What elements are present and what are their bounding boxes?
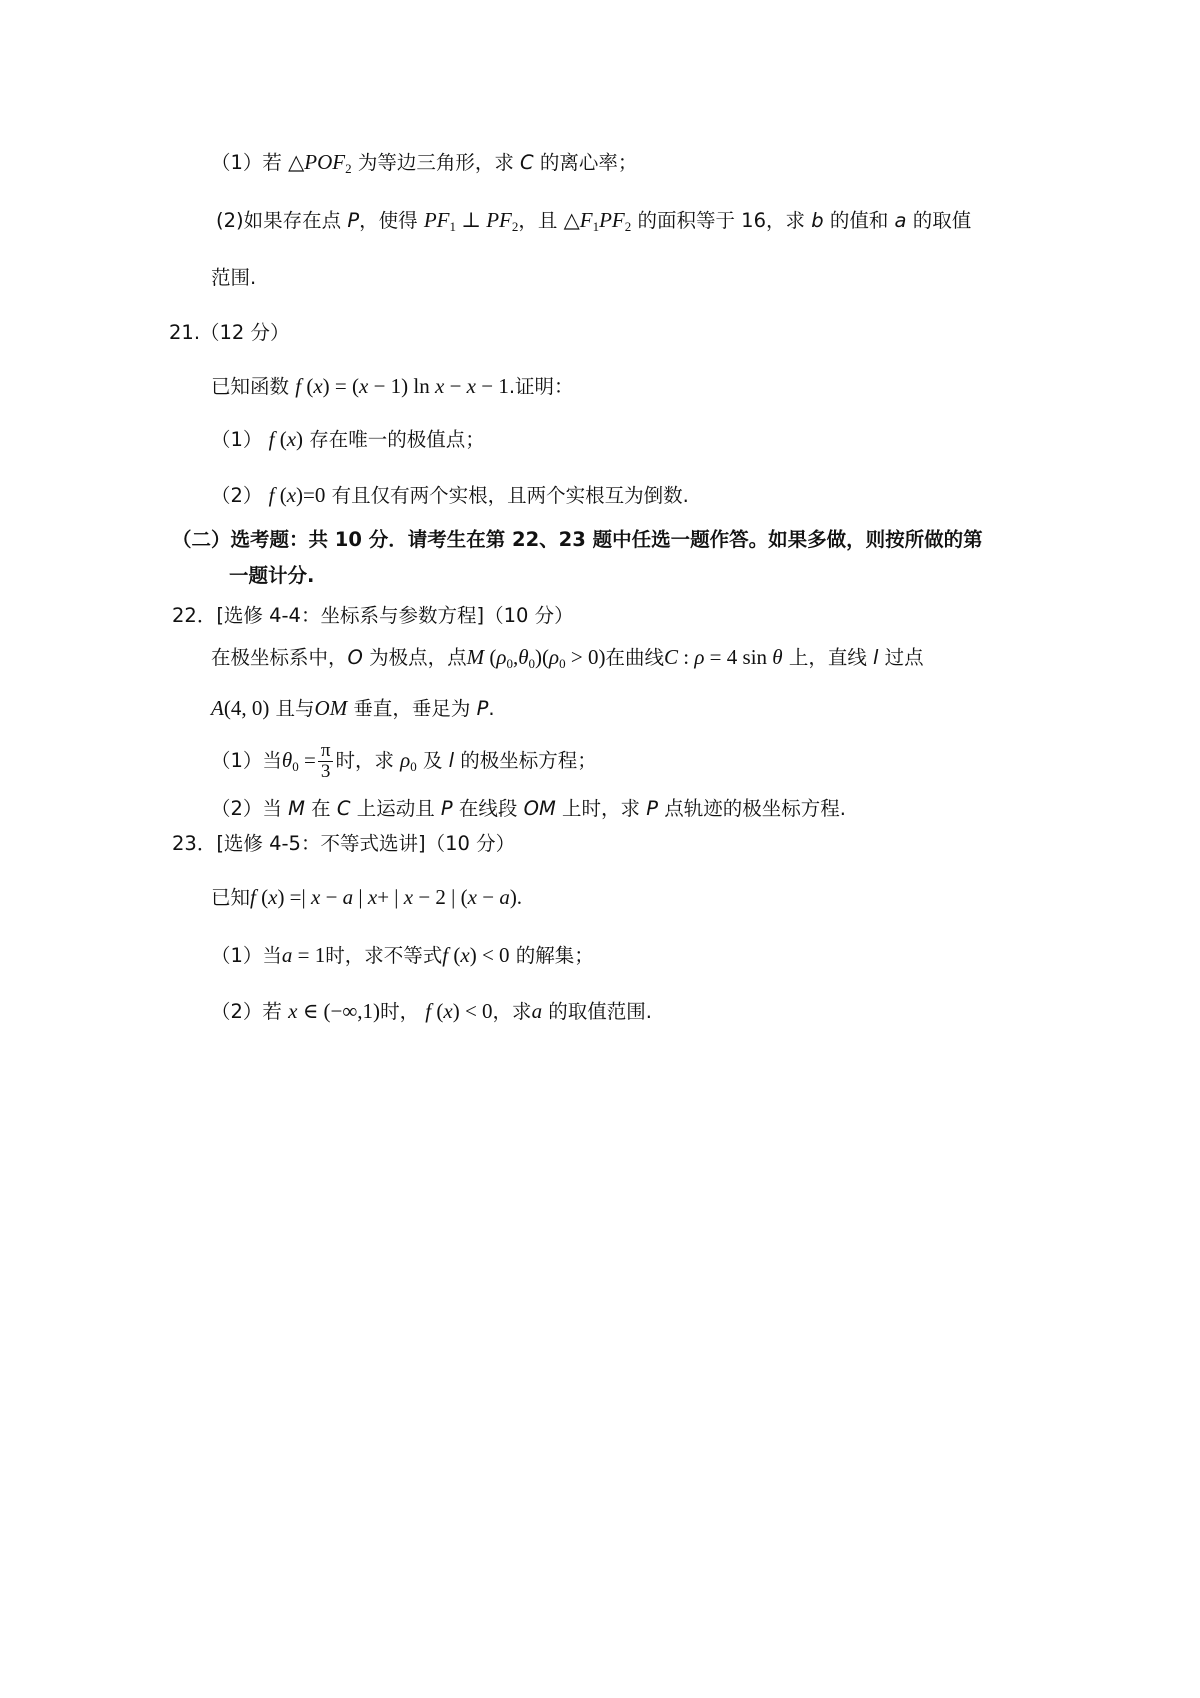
q20-p2-text-g: 的值和: [829, 209, 889, 232]
var-o: O: [347, 646, 363, 669]
q22-s4: 上，直线: [788, 646, 867, 669]
q22-p2-a: 在: [311, 797, 331, 820]
var-l-2: l: [448, 749, 455, 772]
math-fx-def: f (x) = (x − 1) ln x − x − 1: [295, 374, 509, 398]
q20-p1-num: （1）: [211, 151, 263, 174]
var-m: M: [288, 797, 305, 820]
q23-part1: [211, 940, 594, 971]
q22-p2-e: 上时，求: [562, 797, 641, 820]
q23-p2-c: 的取值范围.: [548, 1000, 652, 1023]
math-triangle-f1pf2: $\triangle F_1PF_2$: [563, 208, 632, 234]
q22-s7: 垂直，垂足为: [353, 697, 471, 720]
q21-stem-a: 已知函数: [211, 375, 290, 398]
q22-part2: [211, 794, 846, 824]
section2-heading-line1: （二）选考题：共 10 分．请考生在第 22、23 题中任选一题作答。如果多做，则按所做的第: [172, 528, 983, 551]
q21-p2-num: （2）: [211, 484, 263, 507]
var-c-2: C: [336, 797, 351, 820]
q23-stem-a: 已知: [211, 886, 251, 909]
q21-stem: [211, 371, 574, 402]
q21-p2-text: 有且仅有两个实根，且两个实根互为倒数.: [331, 484, 689, 507]
q21-part1: [211, 424, 485, 455]
q23-p1-num: （1）当: [211, 944, 282, 967]
math-curve-c: C : ρ = 4 sin θ: [663, 645, 783, 669]
q21-p1-text: 存在唯一的极值点；: [309, 428, 485, 451]
q21-stem-b: .证明：: [508, 375, 574, 398]
q22-part1: [211, 735, 597, 786]
q22-header: 22．[选修 4-4：坐标系与参数方程]（10 分）: [172, 604, 574, 627]
q20-p2-text-d: 的面积等于: [637, 209, 735, 232]
math-point-m: M $(\rho_0,\theta_0)(\rho_0 > 0)$: [466, 645, 606, 671]
section2-heading-line2: 一题计分.: [229, 564, 315, 587]
q22-p2-num: （2）当: [211, 797, 282, 820]
math-fx-eq-0: f (x)=0: [268, 483, 326, 507]
q23-p2-b: ，求: [492, 1000, 532, 1023]
q20-p1-text-d: 的离心率；: [539, 151, 638, 174]
q22-p1-c: 的极坐标方程；: [460, 749, 597, 772]
q20-part2: [216, 205, 971, 236]
math-fx-lt-0-2: f (x) < 0: [425, 999, 493, 1023]
q20-p1-text-b: 为等边三角形，求: [357, 151, 514, 174]
var-l: l: [873, 646, 879, 669]
q22-stem-line1: [211, 642, 924, 673]
math-theta0: $\theta_0$ =: [281, 748, 316, 774]
fraction-denominator: 3: [320, 761, 331, 782]
math-point-a: A(4, 0): [211, 696, 270, 720]
q21-part2: [211, 480, 689, 511]
q20-p1-text-a: 若: [262, 151, 282, 174]
q22-s8: .: [488, 697, 495, 720]
var-c: C: [520, 151, 534, 174]
q22-s6: 且与: [275, 697, 315, 720]
q22-s5: 过点: [884, 646, 924, 669]
q20-p2-text-h: 的取值: [912, 209, 972, 232]
q22-s1: 在极坐标系中，: [211, 646, 348, 669]
math-fx-abs-def: f (x) =| x − a | x+ | x − 2 | (x − a).: [250, 885, 523, 909]
q22-p2-b: 上运动且: [356, 797, 435, 820]
q20-part1: [211, 147, 637, 178]
q22-p2-d: 在线段: [458, 797, 518, 820]
q22-p1-num: （1）当: [211, 749, 282, 772]
math-rho0: $\rho_0$: [400, 748, 417, 774]
var-p: P: [347, 209, 360, 232]
q22-p1-a: 时，求: [335, 749, 394, 772]
q20-p2-value-16: 16: [741, 209, 766, 232]
q23-p2-a: 时，: [380, 1000, 420, 1023]
q22-p1-b: 及: [422, 749, 443, 772]
math-pf1-perp-pf2: $PF_1$ ⊥ $PF_2$: [423, 208, 519, 234]
q20-p2-num: (2): [216, 209, 244, 232]
var-p-3: P: [646, 797, 658, 820]
q22-stem-line2: [211, 693, 495, 724]
var-a: a: [894, 209, 907, 232]
var-p: P: [476, 697, 489, 720]
var-om: OM: [523, 797, 556, 820]
math-om: OM: [314, 696, 348, 720]
q20-p2-text-b: ，使得: [359, 209, 418, 232]
q23-p1-a: 时，求不等式: [325, 944, 443, 967]
q20-p2-text-c: ，且: [518, 209, 558, 232]
q23-p1-b: 的解集；: [515, 944, 594, 967]
q22-s3: 在曲线: [605, 646, 664, 669]
q20-p2-text-a: 如果存在点: [243, 209, 342, 232]
q23-part2: [211, 996, 652, 1027]
fraction-pi-over-3: [318, 741, 334, 782]
math-fx-lt-0: f (x) < 0: [442, 943, 510, 967]
math-a: a: [531, 999, 543, 1023]
q20-p2-text-f: ，求: [766, 209, 806, 232]
math-x-in-interval: x ∈ (−∞,1): [288, 999, 381, 1023]
q23-stem: [211, 882, 522, 913]
q23-p2-num: （2）若: [211, 1000, 282, 1023]
q21-p1-num: （1）: [211, 428, 263, 451]
fraction-numerator: π: [318, 741, 334, 762]
q21-header: 21.（12 分）: [169, 321, 290, 344]
var-b: b: [811, 209, 824, 232]
q20-part2-cont: 范围.: [211, 266, 257, 289]
math-triangle-pof2: $\triangle POF_2$: [288, 150, 352, 176]
q22-p2-f: 点轨迹的极坐标方程.: [664, 797, 846, 820]
math-a-eq-1: a = 1: [281, 943, 326, 967]
math-fx: f (x): [268, 427, 304, 451]
q23-header: 23．[选修 4-5：不等式选讲]（10 分）: [172, 832, 516, 855]
var-p-2: P: [440, 797, 453, 820]
q22-s2: 为极点，点: [369, 646, 467, 669]
